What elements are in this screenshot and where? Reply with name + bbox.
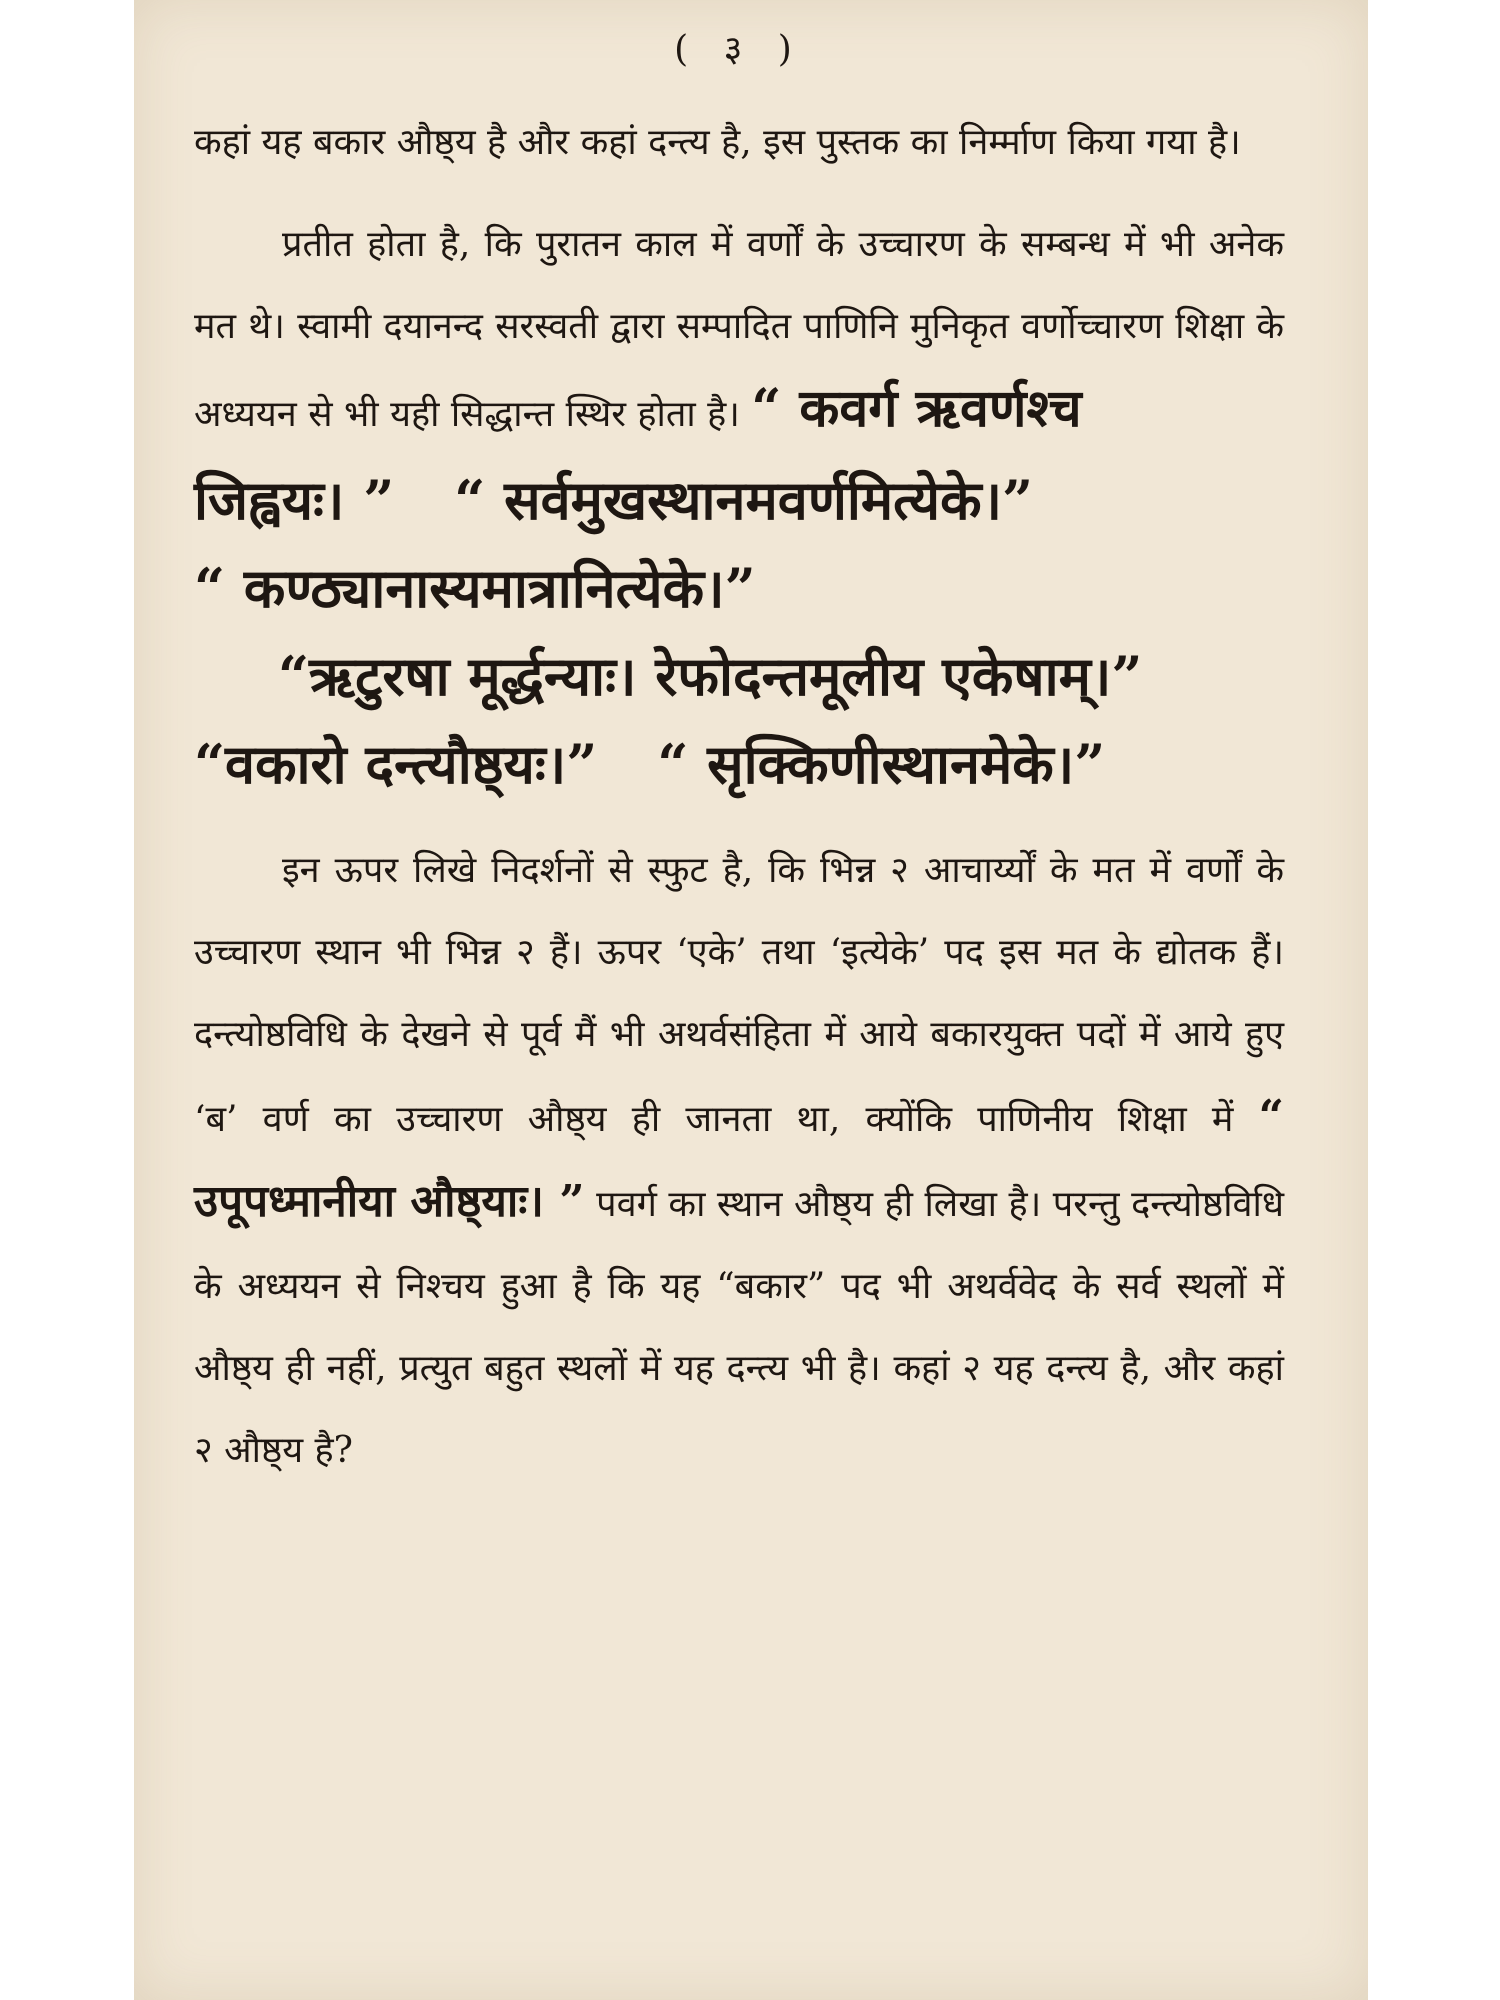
paragraph-pronunciation-views	[194, 204, 1284, 456]
quote-fragment: “ सृक्किणीस्थानमेके।”	[657, 732, 1106, 796]
quote-fragment: “ सर्वमुखस्थानमवर्णमित्येके।”	[454, 468, 1034, 532]
quote-line: “ऋटुरषा मूर्द्धन्याः। रेफोदन्तमूलीय एकेषाम्।”	[278, 644, 1143, 708]
quote-line	[194, 456, 1284, 544]
paragraph-text: पवर्ग का स्थान औष्ठ्य ही लिखा है। परन्तु दन्त्योष्ठविधि के अध्ययन से निश्चय हुआ है कि यह “बकार” पद भी अथर्ववेद के सर्व स्थलों में औष्ठ्य ही नहीं, प्रत्युत बहुत स्थलों में यह दन्त्य भी है। कहां २ यह दन्त्य है, और कहां २ औष्ठ्य है?	[194, 1184, 1284, 1471]
paragraph-text: प्रतीत होता है, कि पुरातन काल में वर्णों के उच्चारण के सम्बन्ध में भी अनेक मत थे। स्वामी दयानन्द सरस्वती द्वारा सम्पादित पाणिनि मुनिकृत वर्णोच्चारण शिक्षा के अध्ययन से भी यही सिद्धान्त स्थिर होता है।	[194, 224, 1284, 435]
paragraph-text: इन ऊपर लिखे निदर्शनों से स्फुट है, कि भिन्न २ आचार्य्यों के मत में वर्णों के उच्चारण स्थान भी भिन्न २ हैं। ऊपर ‘एके’ तथा ‘इत्येके’ पद इस मत के द्योतक हैं। दन्त्योष्ठविधि के देखने से पूर्व मैं भी अथर्वसंहिता में आये बकारयुक्त पदों में आये हुए ‘ब’ वर्ण का उच्चारण औष्ठ्य ही जानता था, क्योंकि पाणिनीय शिक्षा में	[194, 850, 1284, 1140]
sanskrit-quote-start: “ कवर्ग ऋवर्णश्च	[751, 378, 1082, 439]
page-number: ( ३ )	[674, 29, 804, 70]
paragraph-conclusion	[194, 830, 1284, 1492]
quote-line: “ कण्ठ्यानास्यमात्रानित्येके।”	[194, 556, 756, 620]
inline-sanskrit-quote: “ उपूपध्मानीया औष्ठ्याः। ”	[194, 1091, 1284, 1227]
quote-fragment: “वकारो दन्त्यौष्ठ्यः।”	[194, 732, 598, 796]
quote-line	[194, 720, 1284, 808]
sanskrit-quote-block	[194, 456, 1284, 808]
page-content	[194, 20, 1284, 1492]
paragraph-continuation: कहां यह बकार औष्ठ्य है और कहां दन्त्य है, इस पुस्तक का निर्म्माण किया गया है।	[194, 122, 1241, 163]
quote-fragment: जिह्वयः। ”	[194, 468, 395, 532]
scanned-page	[134, 0, 1368, 2000]
